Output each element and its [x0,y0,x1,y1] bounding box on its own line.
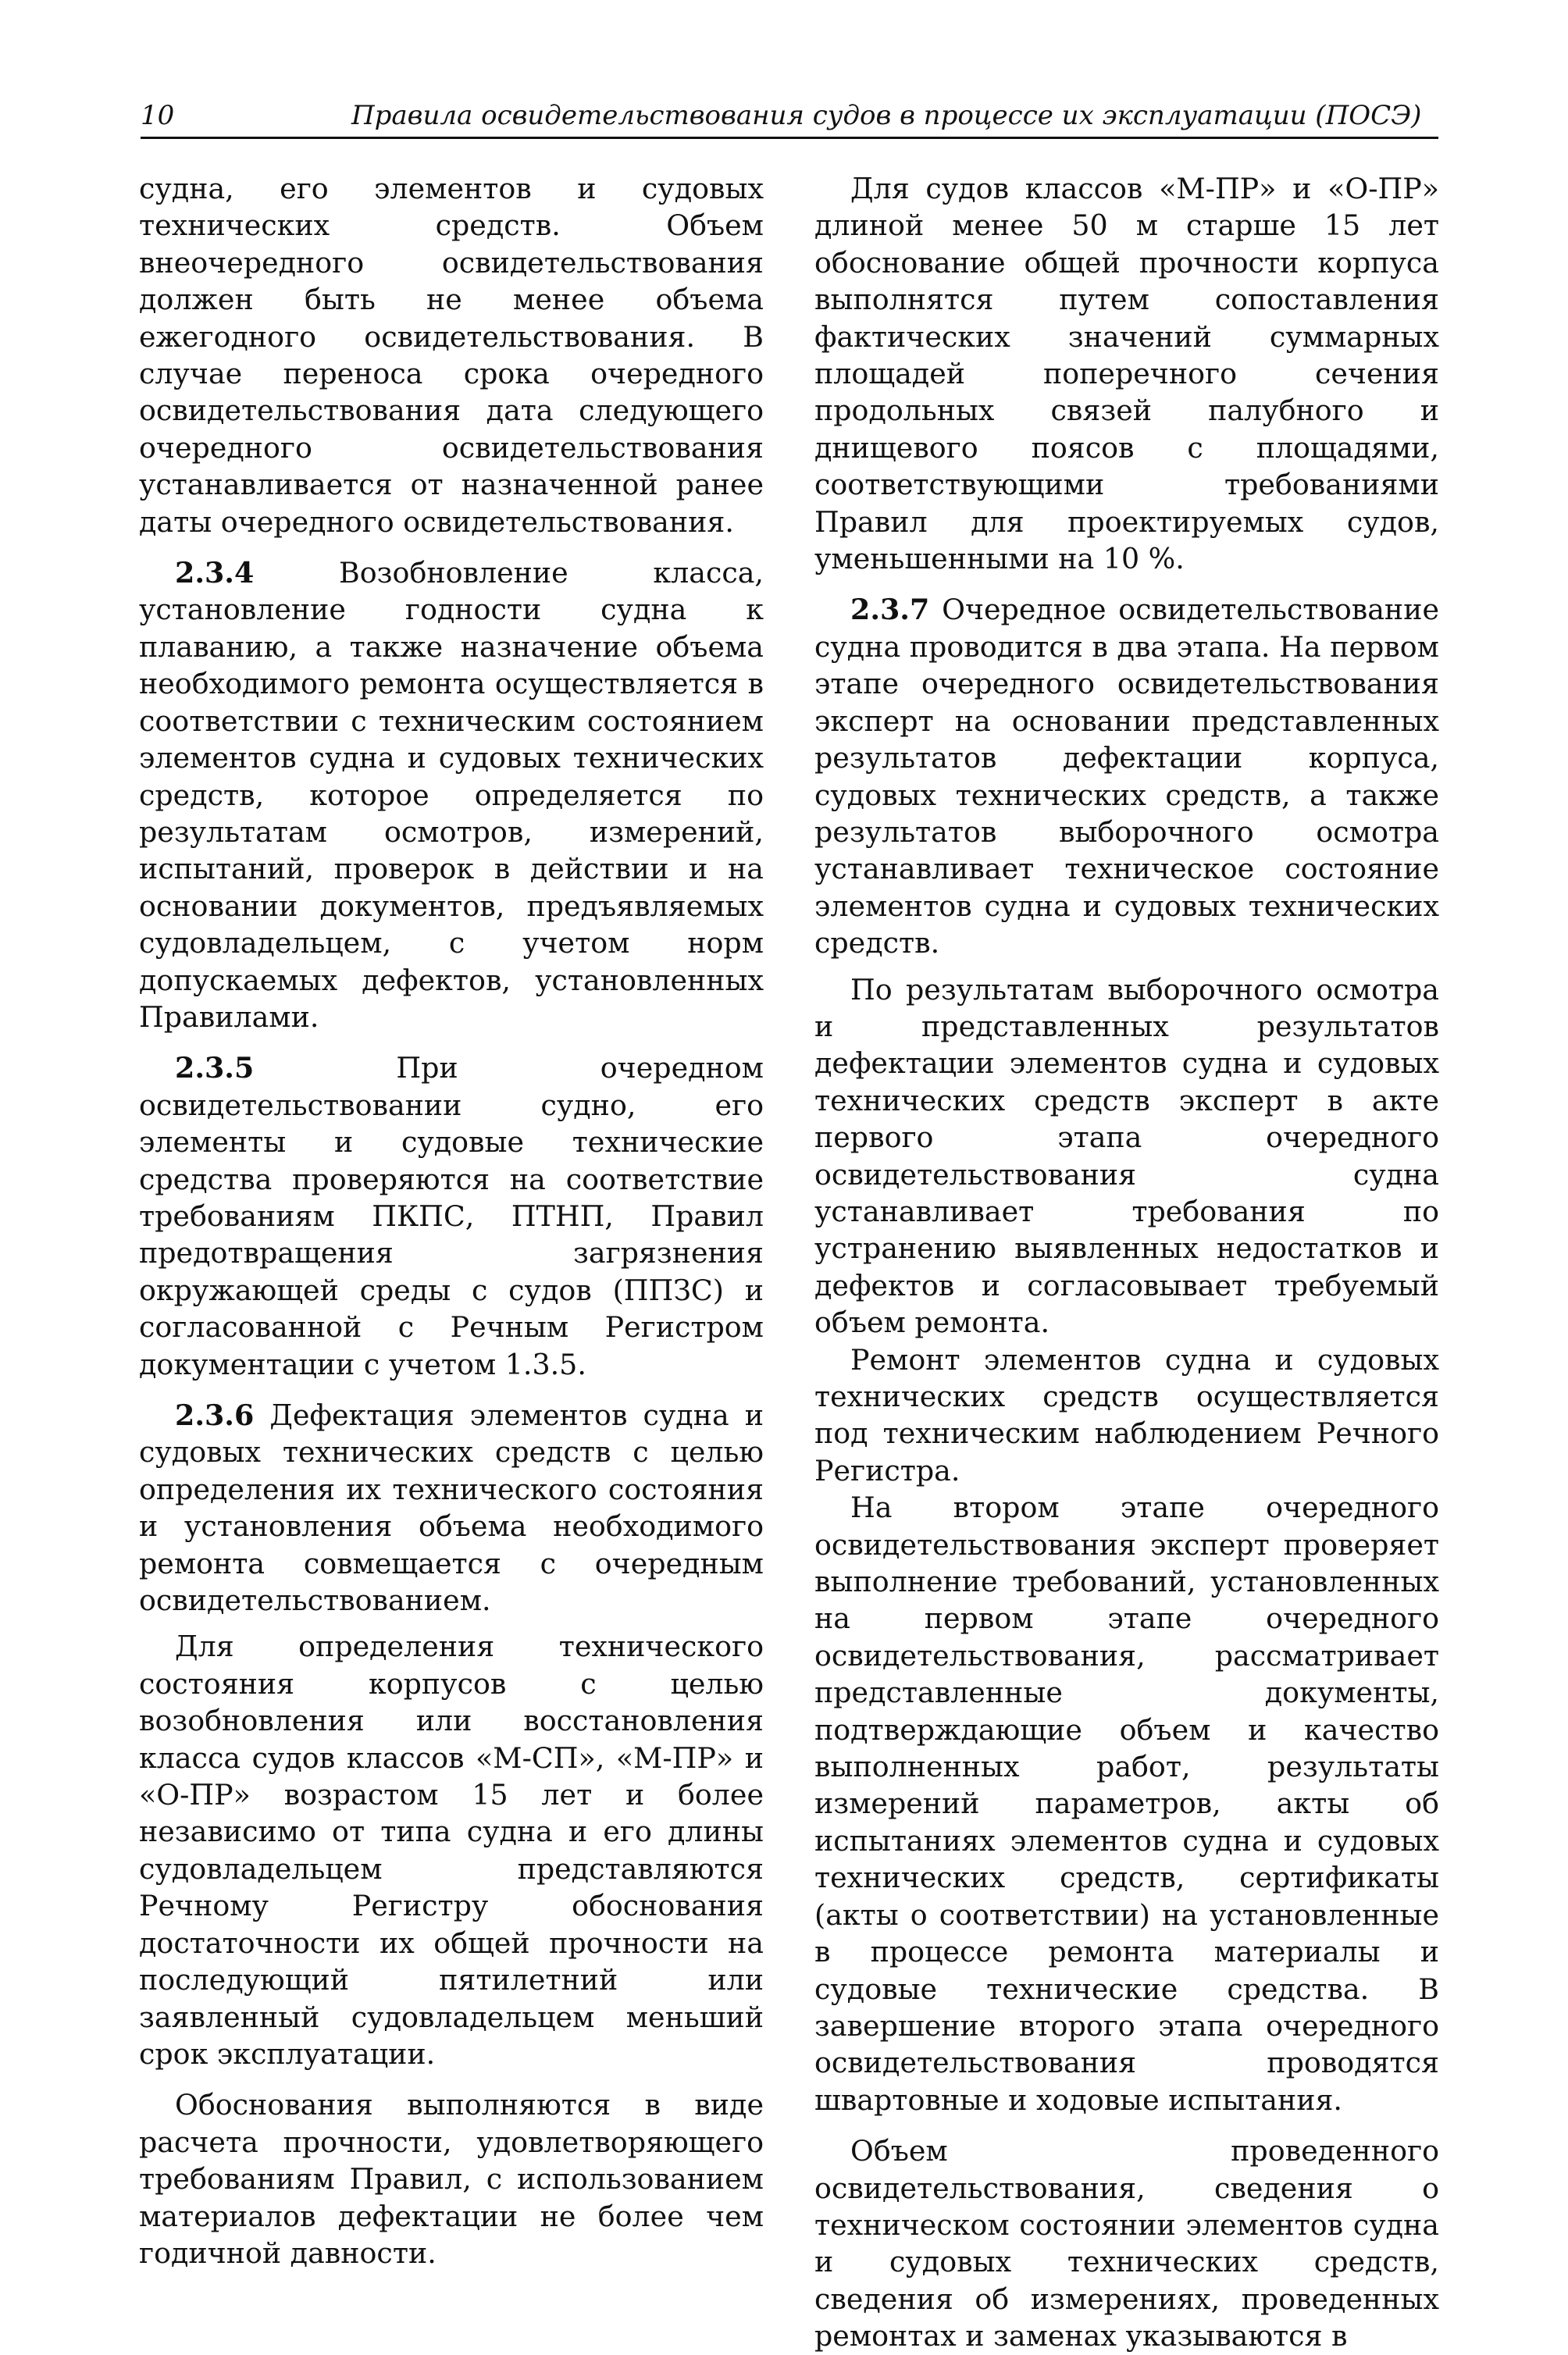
page-header [141,100,1437,137]
left-column [139,170,764,2271]
section-2-3-4 [139,554,764,1035]
paragraph-text: Ремонт элементов судна и судовых технических средств осуществляется под техническим наблюдением Речного Регистра. [814,1342,1439,1487]
right-column [814,170,1439,2355]
paragraph-text: Объем проведенного освидетельствования, сведения о техническом состоянии элементов судна и судовых технических средств, сведения об измерениях, проведенных ремонтах и заменах указываются в [814,2134,1439,2353]
paragraph-inspection-results [814,971,1439,1341]
paragraph-repair [814,1341,1439,1490]
section-text: Возобновление класса, установление годности судна к плаванию, а также назначение объема необходимого ремонта осуществляется в соответствии с техническим состоянием элементов судна и судовых технических средств, которое определяется по результатам осмотров, измерений, испытаний, проверок в действии и на основании документов, предъявляемых судовладельцем, с учетом норм допускаемых дефектов, установленных Правилами. [139,556,764,1034]
section-text: Дефектация элементов судна и судовых технических средств с целью определения их технического состояния и установления объема необходимого ремонта совмещается с очередным освидетельствованием. [139,1398,764,1618]
paragraph-strength-requirement [139,1628,764,2072]
paragraph-short-vessels [814,170,1439,577]
section-2-3-7 [814,591,1439,961]
paragraph-text: На втором этапе очередного освидетельствования эксперт проверяет выполнение требований, установленных на первом этапе очередного освидетельствования, рассматривает представленные документы, подтверждающие объем и качество выполненных работ, результаты измерений параметров, акты об испытаниях элементов судна и судовых технических средств, сертификаты (акты о соответствии) на установленные в процессе ремонта материалы и судовые технические средства. В завершение второго этапа очередного освидетельствования проводятся швартовные и ходовые испытания. [814,1491,1439,2117]
section-text: При очередном освидетельствовании судно, его элементы и судовые технические средства проверяются на соответствие требованиям ПКПС, ПТНП, Правил предотвращения загрязнения окружающей среды с судов (ППЗС) и согласованной с Речным Регистром документации с учетом 1.3.5. [139,1051,764,1381]
paragraph-text: Для судов классов «М-ПР» и «О-ПР» длиной менее 50 м старше 15 лет обоснование общей прочности корпуса выполнятся путем сопоставления фактических значений суммарных площадей поперечного сечения продольных связей палубного и днищевого поясов с площадями, соответствующими требованиями Правил для проектируемых судов, уменьшенными на 10 %. [814,172,1439,576]
section-2-3-5 [139,1049,764,1383]
paragraph-calculation [139,2086,764,2271]
running-title: Правила освидетельствования судов в процессе их эксплуатации (ПОСЭ) [351,100,1422,131]
page-number: 10 [141,100,175,131]
paragraph-continuation [139,170,764,540]
header-rule [141,137,1438,139]
section-number: 2.3.6 [175,1398,255,1432]
section-number: 2.3.5 [175,1051,255,1085]
paragraph-text: По результатам выборочного осмотра и представленных результатов дефектации элементов судна и судовых технических средств эксперт в акте первого этапа очередного освидетельствования судна устанавливает требования по устранению выявленных недостатков и дефектов и согласовывает требуемый объем ремонта. [814,972,1439,1340]
paragraph-second-stage [814,1489,1439,2118]
paragraph-survey-volume [814,2132,1439,2354]
paragraph-text: Обоснования выполняются в виде расчета прочности, удовлетворяющего требованиям Правил, с использованием материалов дефектации не более чем годичной давности. [139,2088,764,2270]
section-2-3-6 [139,1397,764,1619]
paragraph-text: судна, его элементов и судовых технических средств. Объем внеочередного освидетельствования должен быть не менее объема ежегодного освидетельствования. В случае переноса срока очередного освидетельствования дата следующего очередного освидетельствования устанавливается от назначенной ранее даты очередного освидетельствования. [139,172,764,539]
section-number: 2.3.7 [850,593,930,627]
section-number: 2.3.4 [175,556,255,590]
section-text: Очередное освидетельствование судна проводится в два этапа. На первом этапе очередного освидетельствования эксперт на основании представленных результатов дефектации корпуса, судовых технических средств, а также результатов выборочного осмотра устанавливает техническое состояние элементов судна и судовых технических средств. [814,593,1439,960]
paragraph-text: Для определения технического состояния корпусов с целью возобновления или восстановления класса судов классов «М-СП», «М-ПР» и «О-ПР» возрастом 15 лет и более независимо от типа судна и его длины судовладельцем представляются Речному Регистру обоснования достаточности их общей прочности на последующий пятилетний или заявленный судовладельцем меньший срок эксплуатации. [139,1630,764,2071]
